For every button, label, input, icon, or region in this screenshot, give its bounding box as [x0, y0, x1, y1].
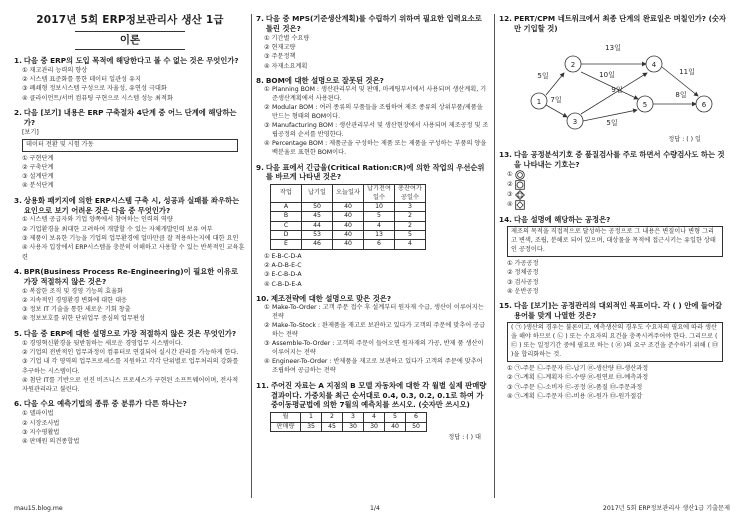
question-text: 상용화 패키지에 의한 ERP시스템 구축 시, 성공과 실패를 좌우하는 요인으로 보기 어려운 것은 다음 중 무엇인가? [23, 195, 240, 215]
question-text: BOM에 대한 설명으로 잘못된 것은? [265, 75, 384, 85]
question-text: 다음 공정분석기호 중 품질검사를 주로 하면서 수량검사도 하는 것을 나타내는 기호는? [513, 149, 725, 169]
question-4: 4. BPR(Business Process Re-Engineering)이 필요한 이유로 가장 적절하지 않은 것은? ① 복잡한 조직 및 경영 기능의 효율화 ② 지속적인 경영환경 변화에 대한 대응 ③ 정보 IT 기술을 통한 새로운 기회 창출 ④ 정보보호를 위한 단위업무 중심의 업무편성 [14, 267, 246, 324]
option: ③ ㉠-주문 ㉡-소비자 ㉢-공정 ㉣-품질 ㉤-주문과정 [507, 383, 643, 391]
node-label: 3 [572, 117, 578, 126]
question-text: 다음 중 ERP에 대한 설명으로 가장 적절하지 않은 것은 무엇인가? [23, 328, 237, 338]
option: ② 기업의 전반적인 업무과정이 컴퓨터로 연결되어 실시간 관리를 가능하게 한다. [22, 348, 239, 356]
option: ③ 폐쇄형 정보시스템 구성으로 자율성, 유연성 극대화 [22, 85, 167, 93]
edge-1-2 [546, 73, 564, 95]
option: ④ [499, 200, 731, 210]
question-7: 7. 다음 중 MPS(기준생산계획)를 수립하기 위하여 필요한 입력요소로 틀린 것은? ① 기간별 수요량 ② 현재고량 ③ 주문정책 ④ 자재소요계획 [256, 14, 489, 71]
question-11: 11. 주어진 자료는 A 지점의 B 모델 자동차에 대한 각 월별 실제 판매량 결과이다. 가중치를 최근 순서대로 0.4, 0.3, 0.2, 0.1로 하여 가중이동평균법에 의한 7월의 예측치를 쓰시오. (숫자만 쓰시오) 월 1 2 3 4 5 6 판매량 35 45 30 30 40 50 정답 : ( ) 대 [256, 381, 489, 443]
table-header: 오늘일자 [333, 185, 364, 203]
question-3: 3. 상용화 패키지에 의한 ERP시스템 구축 시, 성공과 실패를 좌우하는 요인으로 보기 어려운 것은 다음 중 무엇인가? ① 시스템 공급자와 기업 양쪽에서 참여하는 인력의 역량 ② 기업환경을 최대한 고려하여 개발할 수 있는 자체개발인력 보유 여부 ③ 제품이 보유한 기능을 기업의 업무환경에 얼마만큼 잘 적용하는지에 대한 요인 ④ 사용자 입장에서 ERP시스템을 충분히 이해하고 사용할 수 있는 반복적인 교육훈련 [14, 195, 245, 261]
column-divider [494, 14, 495, 498]
question-text: 다음 수요 예측기법의 종류 중 분류가 다른 하나는? [23, 399, 187, 409]
option: ④ 분석단계 [22, 182, 54, 190]
table-header: 납기전여일수 [364, 185, 395, 203]
table-header: 총잔여가공일수 [395, 185, 426, 203]
table-row: 판매량 35 45 30 30 40 50 [271, 422, 427, 431]
question-2: 2. 다음 [보기] 내용은 ERP 구축절차 4단계 중 어느 단계에 해당하는가? [보기] 데이터 전환 및 시험 가동 ① 구현단계 ② 구축단계 ③ 설계단계 ④ 분석단계 [14, 108, 246, 191]
question-text: 다음 중 ERP의 도입 목적에 해당한다고 볼 수 없는 것은 무엇인가? [23, 55, 239, 65]
pert-network-diagram [499, 34, 731, 134]
option: ③ 지수평활법 [22, 428, 60, 436]
edge-label: 7일 [550, 95, 562, 104]
question-14: 14. 다음 설명에 해당하는 공정은? 제조의 목적을 직접적으로 달성하는 공정으로 그 내용은 변질이나 변형 그리고 변색, 조립, 분해로 되어 있으며, 대상물을 목적에 접근시키는 유일한 상태인 공정이다. ① 가공공정 ② 정체공정 ③ 검사공정 ④ 운반공정 [499, 215, 731, 296]
option: ④ 정보보호를 위한 단위업무 중심의 업무편성 [22, 315, 145, 323]
option: ④ 운반공정 [507, 288, 539, 296]
option: ① [499, 170, 731, 180]
edge-1-3 [546, 105, 567, 117]
question-text: 제조전략에 대한 설명으로 맞은 것은? [270, 293, 392, 303]
page-title: 2017년 5회 ERP정보관리사 생산 1급 [36, 14, 224, 26]
option: ② 현재고량 [264, 43, 296, 51]
option: ② 시장조사법 [22, 419, 60, 427]
node-label: 4 [651, 60, 657, 69]
table-header: 납기일 [302, 185, 333, 203]
edge-label: 9일 [611, 85, 623, 94]
option: ④ 판매원 의견종합법 [22, 438, 80, 446]
edge-label: 8일 [675, 90, 687, 99]
option: ④ 첨단 IT를 기반으로 선진 비즈니스 프로세스가 구현된 소프트웨어이며, 전사적 자원관리라고 불린다. [22, 376, 239, 394]
answer-blank: 정답 : ( ) 대 [448, 433, 481, 441]
symbol-icon [515, 180, 525, 190]
node-label: 6 [701, 100, 707, 109]
option: ③ 제품이 보유한 기능을 기업의 업무환경에 얼마만큼 잘 적용하는지에 대한 요인 [22, 235, 239, 243]
option: ② Modular BOM : 여러 종류의 부품들을 조립하여 제조 종류의 상위부품/제품을 만드는 형태의 BOM이다. [264, 103, 483, 120]
node-label: 1 [536, 97, 542, 106]
footer-blog: mau15.blog.me [14, 505, 63, 512]
question-6: 6. 다음 수요 예측기법의 종류 중 분류가 다른 하나는? ① 델파이법 ② 시장조사법 ③ 지수평활법 ④ 판매원 의견종합법 [14, 399, 246, 446]
question-1: 1. 다음 중 ERP의 도입 목적에 해당한다고 볼 수 없는 것은 무엇인가? ① 재고관리 능력의 향상 ② 시스템 표준화를 통한 데이터 일관성 유지 ③ 폐쇄형 정보시스템 구성으로 자율성, 유연성 극대화 ④ 클라이언트/서버 컴퓨팅 구현으로 시스템 성능 최적화 [14, 56, 246, 103]
option: ④ Percentage BOM : 제품군을 구성하는 제품 또는 제품을 구성하는 부품의 양을 백분율로 표현한 BOM이다. [264, 139, 487, 156]
symbol-icon [515, 200, 525, 210]
option: ② [499, 180, 731, 190]
edge-label: 13일 [605, 43, 621, 52]
node-label: 5 [642, 100, 648, 109]
option: ③ [499, 190, 731, 200]
option: ② ㉠-계획 ㉡-계획자 ㉢-수량 ㉣-원연료 ㉤-예측과정 [507, 374, 649, 382]
option: ② 기업환경을 최대한 고려하여 개발할 수 있는 자체개발인력 보유 여부 [22, 225, 213, 233]
option: ② Make-To-Stock : 완제품을 재고로 보관하고 있다가 고객의 주문에 맞추어 공급하는 전략 [264, 321, 486, 338]
table-header: 작업 [271, 185, 302, 203]
column-middle [256, 14, 489, 443]
option: ④ 사용자 입장에서 ERP시스템을 충분히 이해하고 사용할 수 있는 반복적인 교육훈련 [22, 244, 245, 261]
option: ② 구축단계 [22, 163, 54, 171]
sales-table: 월 1 2 3 4 5 6 판매량 35 45 30 30 40 50 [270, 412, 427, 432]
option: ② 정체공정 [507, 269, 539, 277]
option: ② A-D-B-E-C [264, 262, 302, 270]
question-13: 13. 다음 공정분석기호 중 품질검사를 주로 하면서 수량검사도 하는 것을 나타내는 기호는? ① ② ③ ④ [499, 150, 731, 211]
question-10: 10. 제조전략에 대한 설명으로 맞은 것은? ① Make-To-Order : 고객 주문 접수 후 설계부터 원자재 수급, 생산이 이루어지는 전략 ② Make-To-Stock : 완제품을 재고로 보관하고 있다가 고객의 주문에 맞추어 공급하는 전략 ③ Assemble-To-Order : 고객의 주문이 들어오면 원자재의 가공, 반제 품 생산이 이루어지는 전략 ④ Engineer-To-Order : 반제품을 재고로 보관하고 있다가 고객의 주문에 맞추어 조립하여 공급하는 전략 [256, 294, 489, 376]
question-text: 다음 설명에 해당하는 공정은? [513, 215, 611, 225]
option: ③ 정보 IT 기술을 통한 새로운 기회 창출 [22, 306, 131, 314]
question-text: BPR(Business Process Re-Engineering)이 필요한 이유로 가장 적절하지 않은 것은? [23, 266, 239, 286]
node-label: 2 [570, 60, 576, 69]
footer-doc-title: 2017년 5회 ERP정보관리사 생산1급 기출문제 [602, 505, 730, 512]
example-box: 데이터 전환 및 시험 가동 [22, 139, 238, 152]
table-row: C 44 40 4 2 [271, 221, 426, 230]
option: ④ C-B-D-E-A [264, 280, 302, 288]
answer-blank: 정답 : ( ) 일 [668, 135, 701, 143]
column-left [14, 14, 246, 446]
description-box: 제조의 목적을 직접적으로 달성하는 공정으로 그 내용은 변질이나 변형 그리고 변색, 조립, 분해로 되어 있으며, 대상물을 목적에 접근시키는 유일한 상태인 공정이다. [507, 226, 723, 257]
symbol-icon [515, 190, 525, 200]
table-row: E 46 40 6 4 [271, 240, 426, 249]
option: ③ Manufacturing BOM : 생산관리부서 및 생산현장에서 사용되며 제조공정 및 조립공정의 순서를 반영한다. [264, 121, 489, 138]
symbol-icon [515, 170, 525, 180]
question-5: 5. 다음 중 ERP에 대한 설명으로 가장 적절하지 않은 것은 무엇인가? ① 경영혁신환경을 뒷받침하는 새로운 경영업무 시스템이다. ② 기업의 전반적인 업무과정이 컴퓨터로 연결되어 실시간 관리를 가능하게 한다. ③ 기업 내 각 영역의 업무프로세스를 지원하고 각각 단위별로 업무처리의 강화를 추구하는 시스템이다. ④ 첨단 IT를 기반으로 선진 비즈니스 프로세스가 구현된 소프트웨어이며, 전사적 자원관리라고 불린다. [14, 329, 246, 395]
section-title: 이론 [75, 31, 185, 50]
option: ③ 설계단계 [22, 173, 54, 181]
option: ③ 검사공정 [507, 278, 539, 286]
option: ① ㉠-주문 ㉡-주문자 ㉢-납기 ㉣-생산량 ㉤-생산과정 [507, 364, 649, 372]
option: ③ 기업 내 각 영역의 업무프로세스를 지원하고 각각 단위별로 업무처리의 강화를 추구하는 시스템이다. [22, 358, 239, 375]
option: ③ E-C-B-D-A [264, 271, 302, 279]
box-label: [보기] [22, 128, 39, 136]
option: ③ Assemble-To-Order : 고객의 주문이 들어오면 원자재의 가공, 반제 품 생산이 이루어지는 전략 [264, 339, 484, 356]
question-text: 다음 표에서 긴급율(Critical Ration:CR)에 의한 작업의 우선순위를 바르게 나타낸 것은? [265, 162, 485, 182]
option: ① Planning BOM : 생산관리부서 및 판매, 마케팅부서에서 사용되며 생산계획, 기준생산계획에서 사용된다. [264, 85, 487, 102]
option: ① 경영혁신환경을 뒷받침하는 새로운 경영업무 시스템이다. [22, 339, 183, 347]
table-row: B 45 40 5 2 [271, 212, 426, 221]
question-text: 다음 중 MPS(기준생산계획)를 수립하기 위하여 필요한 입력요소로 틀린 것은? [265, 14, 482, 33]
question-15: 15. 다음 [보기]는 공정관리의 대외적인 목표이다. 각 ( ) 안에 들어갈 용어를 맞게 나열한 것은? ( ㉠ )생산의 경우는 불론이고, 예측생산의 경우도 수요자의 필요에 따라 생산을 해야 하므로 ( ㉡ ) 또는 수요자의 요건을 충족시켜주어야 한다. 그리므로 ( ㉢ ) 또는 일정기간 중에 필요로 하는 ( ㉣ )의 요구 조건을 준수하기 위해 ( ㉤ )을 합리화하는 것. ① ㉠-주문 ㉡-주문자 ㉢-납기 ㉣-생산량 ㉤-생산과정 ② ㉠-계획 ㉡-계획자 ㉢-수량 ㉣-원연료 ㉤-예측과정 ③ ㉠-주문 ㉡-소비자 ㉢-공정 ㉣-품질 ㉤-주문과정 ④ ㉠-계획 ㉡-주문자 ㉢-비용 ㉣-원가 ㉤-원가절감 [499, 301, 731, 401]
column-divider [251, 14, 252, 498]
question-text: 주어진 자료는 A 지점의 B 모델 자동차에 대한 각 월별 실제 판매량 결과이다. 가중치를 최근 순서대로 0.4, 0.3, 0.2, 0.1로 하여 가중이동평균법에 의한 7월의 예측치를 쓰시오. (숫자만 쓰시오) [270, 380, 487, 410]
option: ① 기간별 수요량 [264, 34, 310, 42]
column-right [499, 14, 731, 401]
question-text: 다음 [보기] 내용은 ERP 구축절차 4단계 중 어느 단계에 해당하는가? [23, 107, 237, 127]
edge-label: 5일 [606, 118, 618, 127]
option: ① 델파이법 [22, 410, 54, 418]
question-9: 9. 다음 표에서 긴급율(Critical Ration:CR)에 의한 작업의 우선순위를 바르게 나타낸 것은? 작업 납기일 오늘일자 납기전여일수 총잔여가공일수 A 50 40 10 3 B 45 40 5 2 C 44 40 4 2 D 53 40 13 5 E 46 40 6 4 ① E-B-C-D-A ② A-D-B-E-C ③ E-C-B-D-A ④ C-B-D-E-A [256, 163, 489, 289]
option: ③ 주문정책 [264, 53, 296, 61]
option: ④ ㉠-계획 ㉡-주문자 ㉢-비용 ㉣-원가 ㉤-원가절감 [507, 392, 643, 400]
priority-table [270, 184, 426, 250]
option: ① 재고관리 능력의 향상 [22, 66, 88, 74]
option: ② 시스템 표준화를 통한 데이터 일관성 유지 [22, 76, 141, 83]
option: ① 시스템 공급자와 기업 양쪽에서 참여하는 인력의 역량 [22, 216, 173, 224]
option: ④ 클라이언트/서버 컴퓨팅 구현으로 시스템 성능 최적화 [22, 94, 173, 102]
option: ① E-B-C-D-A [264, 252, 302, 260]
table-row: A 50 40 10 3 [271, 203, 426, 212]
edge-label: 10일 [599, 70, 615, 79]
option: ① Make-To-Order : 고객 주문 접수 후 설계부터 원자재 수급, 생산이 이루어지는 전략 [264, 303, 484, 320]
question-text: PERT/CPM 네트워크에서 최종 단계의 완료일은 며칠인가? (숫자만 기입할 것) [513, 14, 727, 33]
option: ④ 자재소요계획 [264, 62, 308, 70]
option: ① 구현단계 [22, 154, 54, 162]
table-row: D 53 40 13 5 [271, 231, 426, 240]
question-12: 12. PERT/CPM 네트워크에서 최종 단계의 완료일은 며칠인가? (숫자만 기입할 것) 1 2 3 4 5 6 5일 13일 7일 10일 9일 11일 5일 8일 정답 : ( ) 일 [499, 14, 731, 145]
edge-label: 5일 [537, 71, 549, 80]
example-box: ( ㉠ )생산의 경우는 불론이고, 예측생산의 경우도 수요자의 필요에 따라 생산을 해야 하므로 ( ㉡ ) 또는 수요자의 요건을 충족시켜주어야 한다. 그리므로 ( ㉢ ) 또는 일정기간 중에 필요로 하는 ( ㉣ )의 요구 조건을 준수하기 위해 ( ㉤ )을 합리화하는 것. [507, 322, 723, 362]
option: ② 지속적인 경영환경 변화에 대한 대응 [22, 296, 128, 304]
option: ① 복잡한 조직 및 경영 기능의 효율화 [22, 287, 124, 295]
option: ④ Engineer-To-Order : 반제품을 재고로 보관하고 있다가 고객의 주문에 맞추어 조립하여 공급하는 전략 [264, 357, 483, 374]
footer-page-number: 1/4 [370, 505, 380, 512]
edge-label: 11일 [679, 67, 695, 76]
option: ① 가공공정 [507, 260, 539, 268]
question-8: 8. BOM에 대한 설명으로 잘못된 것은? ① Planning BOM : 생산관리부서 및 판매, 마케팅부서에서 사용되며 생산계획, 기준생산계획에서 사용된다. ② Modular BOM : 여러 종류의 부품들을 조립하여 제조 종류의 상위부품/제품을 만드는 형태의 BOM이다. ③ Manufacturing BOM : 생산관리부서 및 생산현장에서 사용되며 제조공정 및 조립공정의 순서를 반영한다. ④ Percentage BOM : 제품군을 구성하는 제품 또는 제품을 구성하는 부품의 양을 백분율로 표현한 BOM이다. [256, 75, 489, 156]
question-text: 다음 [보기]는 공정관리의 대외적인 목표이다. 각 ( ) 안에 들어갈 용어를 맞게 나열한 것은? [513, 301, 723, 321]
